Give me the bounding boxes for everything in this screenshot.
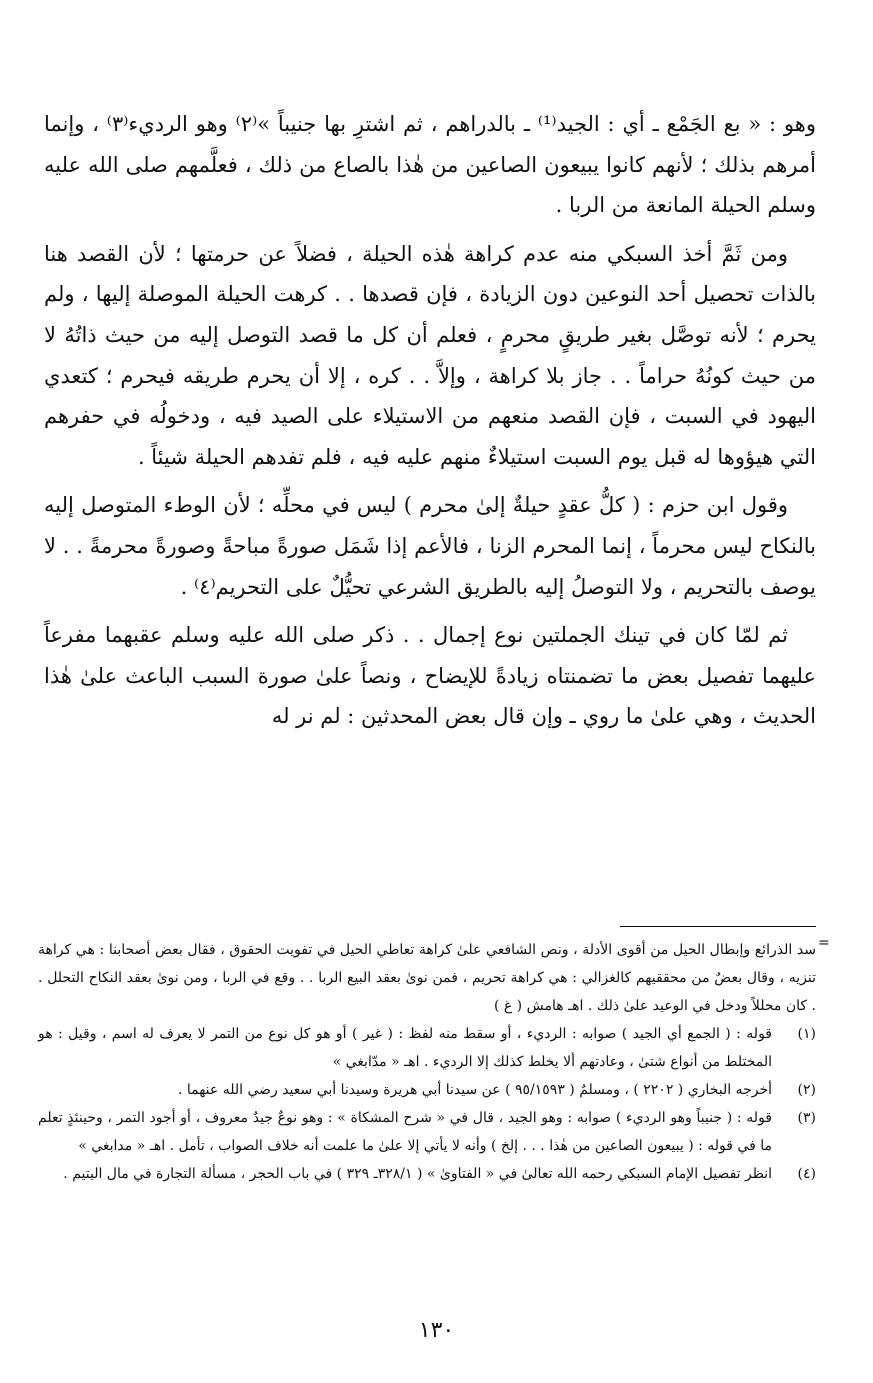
footnote-text: انظر تفصيل الإمام السبكي رحمه الله تعالىٰ في « الفتاوىٰ » ( ٣٢٨/١ـ ٣٢٩ ) في باب الحجر ، مسألة التجارة في مال اليتيم . — [63, 1166, 772, 1182]
footnote-text: أخرجه البخاري ( ٢٢٠٢ ) ، ومسلمٌ ( ٩٥/١٥٩٣ ) عن سيدنا أبي هريرة وسيدنا أبي سعيد رضي الله عنهما . — [177, 1082, 772, 1098]
paragraph-3: وقول ابن حزم : ( كلُّ عقدٍ حيلةٌ إلىٰ محرم ) ليس في محلِّه ؛ لأن الوطء المتوصل إليه بالنكاح ليس محرماً ، إنما المحرم الزنا ، فالأعم إذا شَمَل صورةً مباحةً وصورةً محرمةً . . لا يوصف بالتحريم ، ولا التوصلُ إليه بالطريق الشرعي تحيُّلٌ على التحريم⁽٤⁾ . — [44, 493, 816, 599]
footnote-text: قوله : ( جنيباً وهو الرديء ) صوابه : وهو الجيد ، قال في « شرح المشكاة » : وهو نوعٌ جيدٌ معروف ، أو أجود التمر ، وحينئذٍ تعلم ما في قوله : ( يبيعون الصاعين من هٰذا . . . إلخ ) وأنه لا يأتي إلا علىٰ ما علمت أنه خلاف الصواب ، تأمل . اهـ « مدابغي » — [38, 1110, 772, 1154]
footnote-continuation-marker: = — [818, 935, 830, 951]
paragraph-4: ثم لمّا كان في تينك الجملتين نوع إجمال . . ذكر صلى الله عليه وسلم عقبهما مفرعاً عليهما تفصيل بعض ما تضمنتاه زيادةً للإيضاح ، ونصاً علىٰ صورة السبب الباعث علىٰ هٰذا الحديث ، وهي علىٰ ما روي ـ وإن قال بعض المحدثين : لم نر له — [44, 623, 816, 729]
footnote-4 — [38, 1160, 816, 1188]
footnote-3 — [38, 1104, 816, 1160]
footnote-2 — [38, 1076, 816, 1104]
footnote-number: (٢) — [797, 1082, 816, 1098]
footnote-separator — [620, 926, 816, 927]
footnote-continuation-text: سد الذرائع وإبطال الحيل من أقوى الأدلة ، ونص الشافعي علىٰ كراهة تعاطي الحيل في تفويت الحقوق ، فقال بعض أصحابنا : هي كراهة تنزيه ، وقال بعضٌ من محققيهم كالغزالي : هي كراهة تحريم ، فمن نوىٰ بعقد البيع الربا . . وقع في الربا ، ومن نوىٰ بعقد النكاح التحلل . . كان محللاً ودخل في الوعيد علىٰ ذلك . اهـ هامش ( غ ) — [38, 942, 816, 1014]
main-text — [44, 104, 816, 745]
paragraph-2: ومن ثَمَّ أخذ السبكي منه عدم كراهة هٰذه الحيلة ، فضلاً عن حرمتها ؛ لأن القصد هنا بالذات تحصيل أحد النوعين دون الزيادة ، فإن قصدها . . كرهت الحيلة الموصلة إليها ، ولم يحرم ؛ لأنه توصَّل بغير طريقٍ محرمٍ ، فعلم أن كل ما قصد التوصل إليه من حيث ذاتُهُ لا من حيث كونُهُ حراماً . . جاز بلا كراهة ، وإلاَّ . . كره ، إلا أن يحرم طريقه فيحرم ؛ كتعدي اليهود في السبت ، فإن القصد منعهم من الاستيلاء على الصيد فيه ، ودخولُه في حفرهم التي هيؤوها له قبل يوم السبت استيلاءٌ منهم عليه فيه ، فلم تفدهم الحيلة شيئاً . — [44, 241, 816, 469]
footnotes — [38, 936, 816, 1188]
footnote-number: (٤) — [797, 1166, 816, 1182]
page-number: ١٣٠ — [418, 1318, 455, 1343]
footnote-1 — [38, 1020, 816, 1076]
footnote-number: (١) — [797, 1026, 816, 1042]
footnote-text: قوله : ( الجمع أي الجيد ) صوابه : الرديء ، أو سقط منه لفظ : ( غير ) أو هو كل نوع من التمر لا يعرف له اسم ، وقيل : هو المختلط من أنواع شتىٰ ، وعادتهم ألا يخلط كذلك إلا الرديء . اهـ « مدّابغي » — [38, 1026, 772, 1070]
paragraph-1: وهو : « بع الجَمْع ـ أي : الجيد⁽¹⁾ ـ بالدراهم ، ثم اشترِ بها جنيباً »⁽٢⁾ وهو الرديء⁽٣⁾ ، وإنما أمرهم بذلك ؛ لأنهم كانوا يبيعون الصاعين من هٰذا بالصاع من ذلك ، فعلَّمهم صلى الله عليه وسلم الحيلة المانعة من الربا . — [44, 112, 816, 218]
footnote-continuation — [38, 936, 816, 1020]
footnote-number: (٣) — [797, 1110, 816, 1126]
